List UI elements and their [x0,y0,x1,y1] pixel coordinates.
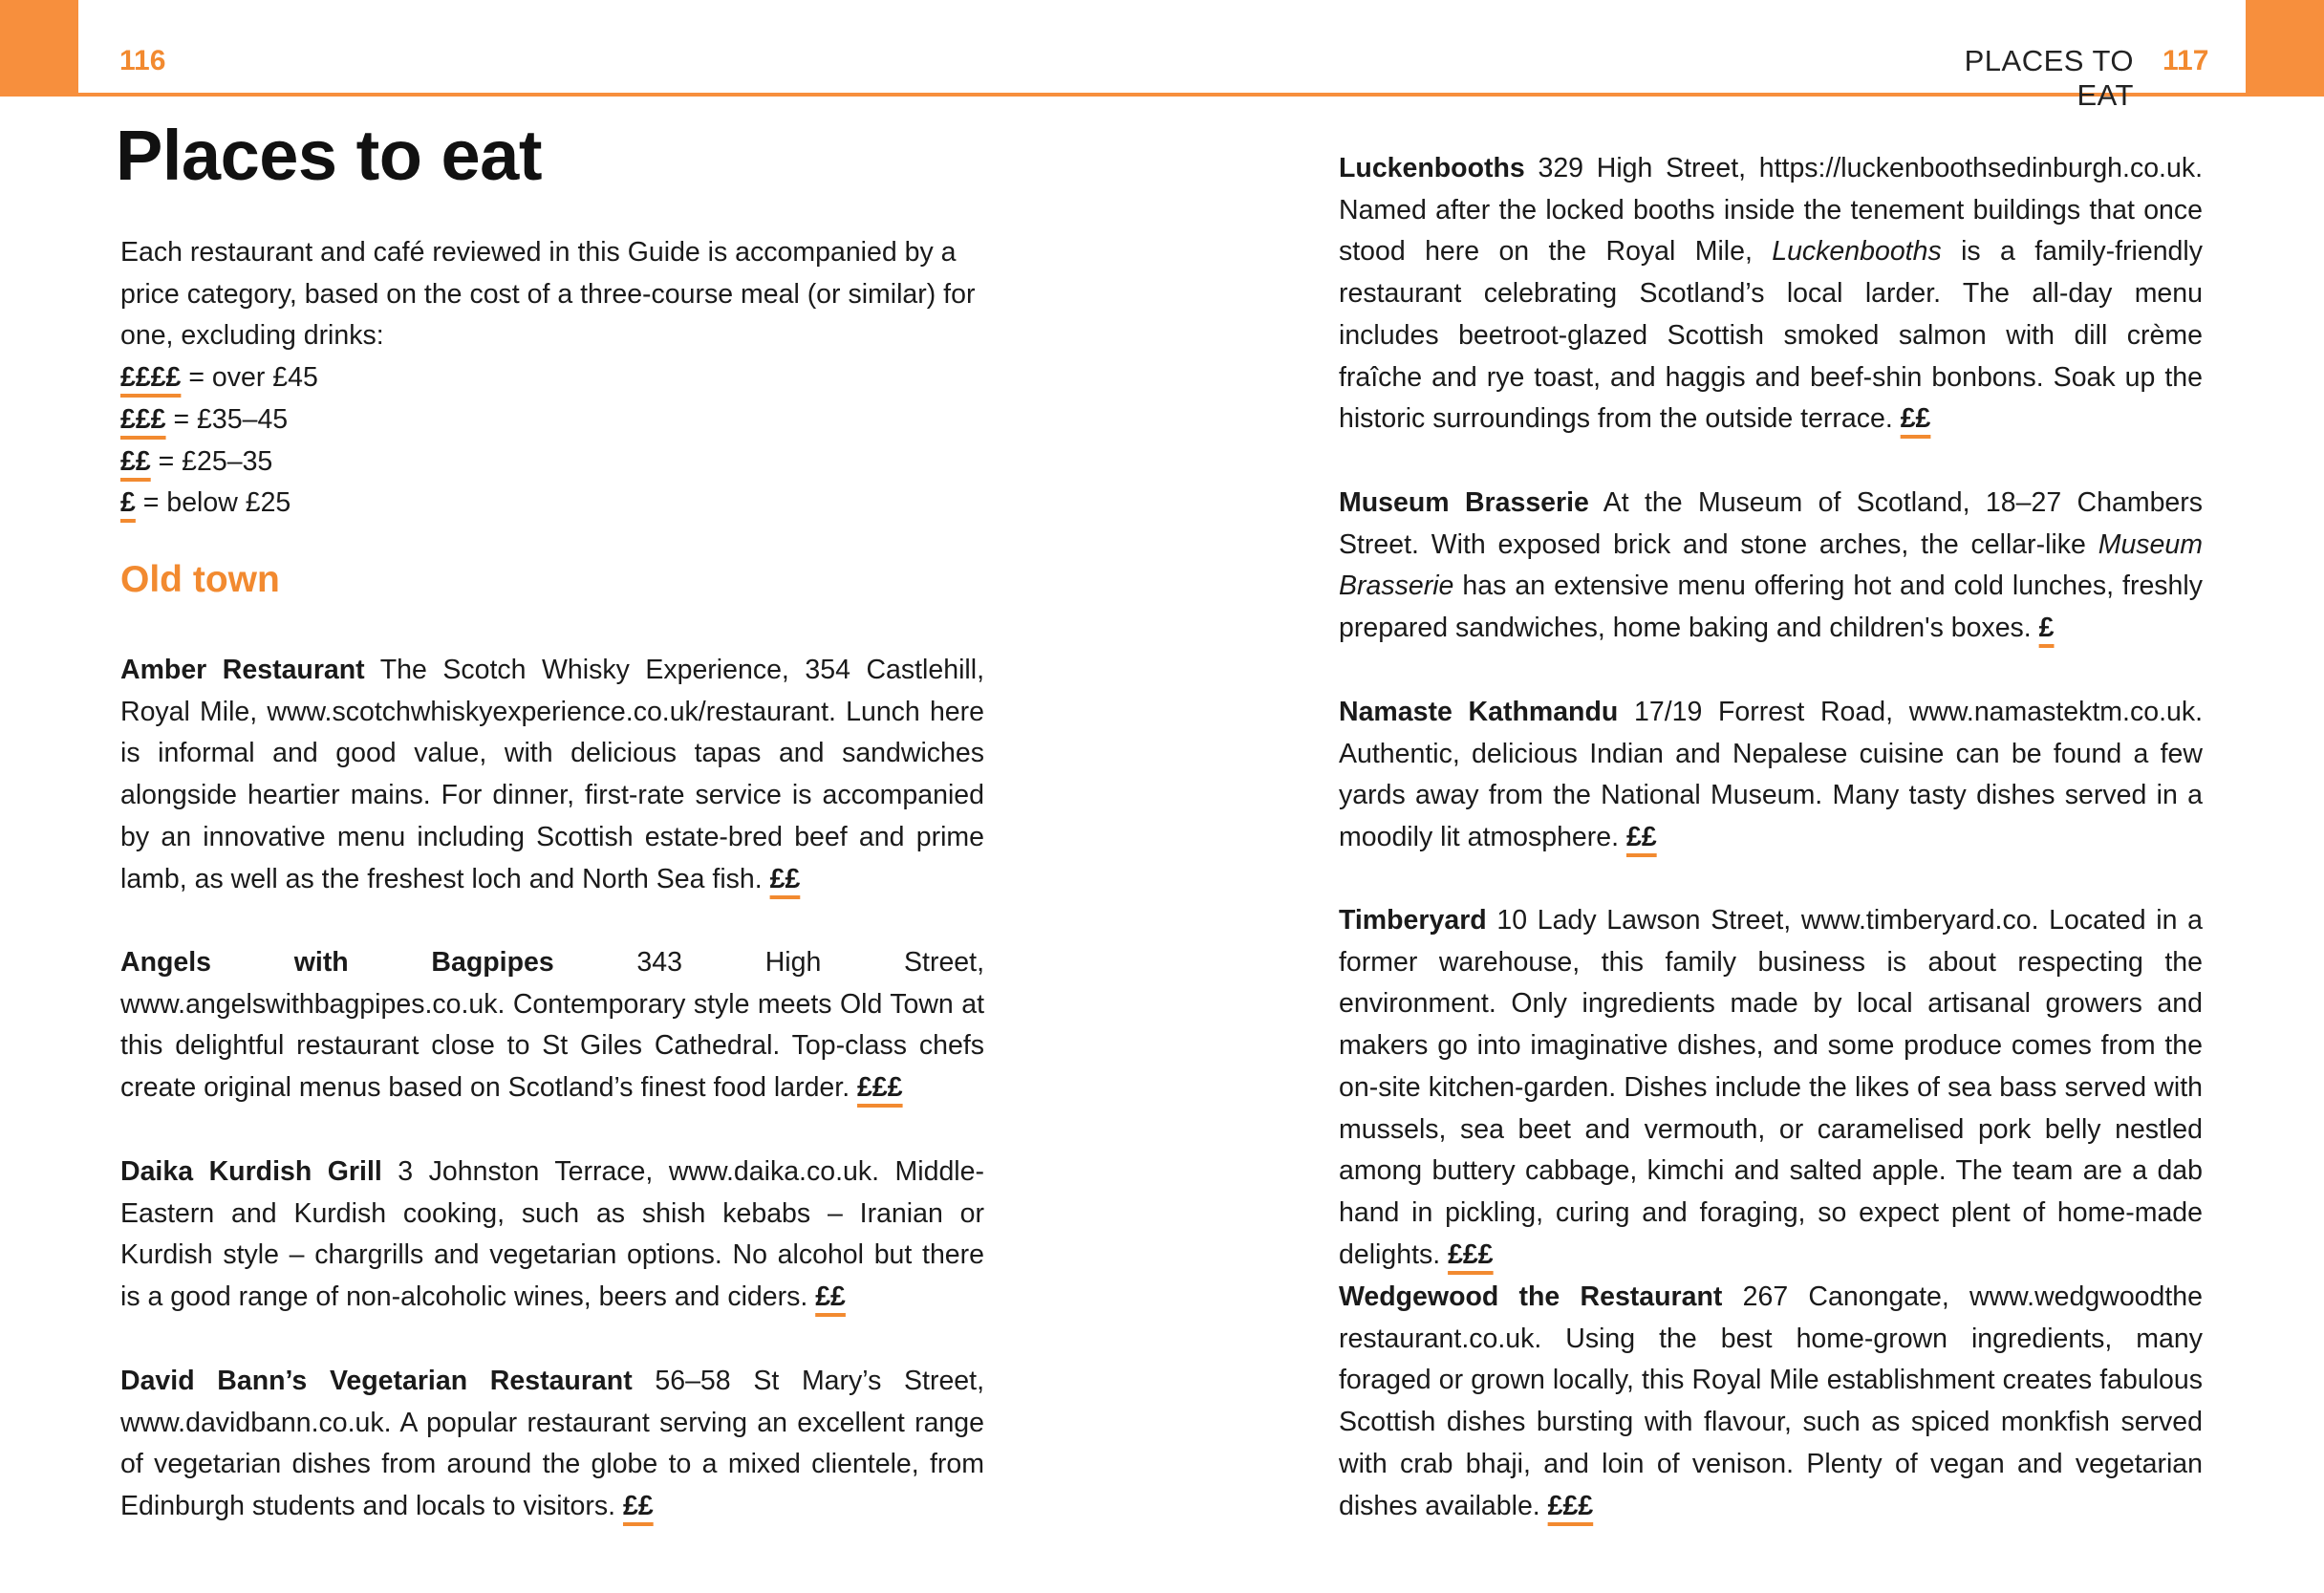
restaurant-description-cont: has an extensive menu offering hot and cold lunches, freshly prepared sandwiches, home baking and children's boxes. [1339,570,2203,644]
price-rating: ££ [1900,403,1931,435]
intro-text: Each restaurant and café reviewed in this Guide is accompanied by a price category, based on the cost of a three-course meal (or similar) for one, excluding drinks: [120,237,976,352]
restaurant-description: The Scotch Whisky Experience, 354 Castlehill, Royal Mile, www.scotchwhiskyexperience.co.uk/restaurant. Lunch here is informal and good value, with delicious tapas and sandwiches alongside heartier mains. For dinner, first-rate service is accompanied by an innovative menu including Scottish estate-bred beef and prime lamb, as well as the freshest loch and North Sea fish. [120,655,984,894]
left-page-number: 116 [119,45,166,76]
price-meaning: = below £25 [135,487,291,519]
restaurant-description: 56–58 St Mary’s Street, www.davidbann.co.uk. A popular restaurant serving an excellent range of vegetarian dishes from around the globe to a mixed clientele, from Edinburgh students and locals to visitors. [120,1366,984,1522]
restaurant-name: Wedgewood the Restaurant [1339,1281,1723,1312]
restaurant-entry [120,1152,984,1319]
restaurant-description: 329 High Street, https://luckenboothsedinburgh.co.uk. Named after the locked booths inside the tenement buildings that once stood here on the Royal Mile, [1339,153,2203,268]
restaurant-name: Luckenbooths [1339,153,1525,183]
restaurant-description: 343 High Street, www.angelswithbagpipes.co.uk. Contemporary style meets Old Town at this delightful restaurant close to St Giles Cathedral. Top-class chefs create original menus based on Scotland’s finest food larder. [120,947,984,1104]
price-key-row [120,441,984,484]
restaurant-description: 10 Lady Lawson Street, www.timberyard.co. Located in a former warehouse, this family business is about respecting the environment. Only ingredients made by local artisanal growers and makers go into imaginative dishes, and some produce comes from the on-site kitchen-garden. Dishes include the likes of sea bass served with mussels, sea beet and vermouth, or caramelised pork belly nestled among buttery cabbage, kimchi and salted apple. The team are a dab hand in pickling, curing and foraging, so expect plent of home-made delights. [1339,905,2203,1270]
price-intro [120,232,984,525]
restaurant-entry [120,942,984,1109]
restaurant-entry [1339,900,2203,1276]
restaurant-description-cont: is a family-friendly restaurant celebrating Scotland’s local larder. The all-day menu includes beetroot-glazed Scottish smoked salmon with dill crème fraîche and rye toast, and haggis and beef-shin bonbons. Soak up the historic surroundings from the outside terrace. [1339,236,2203,435]
restaurant-entry [1339,692,2203,859]
price-rating: ££ [622,1491,654,1522]
restaurant-name-italic: Museum Brasserie [1339,528,2203,602]
price-symbol: ££ [120,445,151,477]
price-symbol: ££££ [120,362,182,394]
restaurant-name: Daika Kurdish Grill [120,1156,382,1187]
price-rating: £££ [857,1072,903,1104]
restaurant-entry [1339,483,2203,650]
section-heading: Old town [120,559,280,600]
price-symbol: £ [120,487,136,519]
restaurant-name: Museum Brasserie [1339,487,1589,518]
restaurant-entry [120,1361,984,1528]
price-key-row [120,483,984,525]
restaurant-name: Namaste Kathmandu [1339,697,1619,727]
price-rating: ££ [1625,822,1657,853]
restaurant-description: At the Museum of Scotland, 18–27 Chambers Street. With exposed brick and stone arches, the cellar-like [1339,487,2204,560]
restaurant-description: 3 Johnston Terrace, www.daika.co.uk. Middle-Eastern and Kurdish cooking, such as shish kebabs – Iranian or Kurdish style – chargrills and vegetarian options. No alcohol but there is a good range of non-alcoholic wines, beers and ciders. [120,1156,984,1313]
restaurant-entry [1339,1277,2203,1527]
price-rating: ££ [769,863,801,894]
price-rating: ££ [815,1281,846,1313]
restaurant-description: 267 Canongate, www.wedgwoodthe restaurant.co.uk. Using the best home-grown ingredients, many foraged or grown locally, this Royal Mile establishment creates fabulous Scottish dishes bursting with flavour, such as spiced monkfish served with crab bhaji, and loin of venison. Plenty of vegan and vegetarian dishes available. [1339,1281,2203,1521]
price-key-row [120,399,984,441]
restaurant-name: David Bann’s Vegetarian Restaurant [120,1366,633,1396]
price-rating: £££ [1448,1238,1494,1270]
price-rating: £ [2038,613,2055,644]
running-head: PLACES TO EAT [1964,44,2134,112]
restaurant-name: Amber Restaurant [120,655,365,685]
restaurant-description: 17/19 Forrest Road, www.namastektm.co.uk. Authentic, delicious Indian and Nepalese cuisine can be found a few yards away from the National Museum. Many tasty dishes served in a moodily lit atmosphere. [1339,697,2203,853]
price-symbol: £££ [120,403,166,435]
price-meaning: = £35–45 [165,403,289,435]
restaurant-entry [1339,148,2203,441]
right-page-tab [2246,0,2324,97]
price-key-row [120,357,984,399]
restaurant-name-italic: Luckenbooths [1772,236,1942,268]
price-rating: £££ [1547,1490,1594,1521]
page-title: Places to eat [116,116,542,195]
price-meaning: = over £45 [181,362,318,394]
left-page-tab [0,0,78,97]
restaurant-entry [120,650,984,900]
right-page-number: 117 [2163,45,2209,76]
restaurant-name: Timberyard [1339,905,1487,936]
price-meaning: = £25–35 [150,445,273,477]
restaurant-name: Angels with Bagpipes [120,947,554,978]
